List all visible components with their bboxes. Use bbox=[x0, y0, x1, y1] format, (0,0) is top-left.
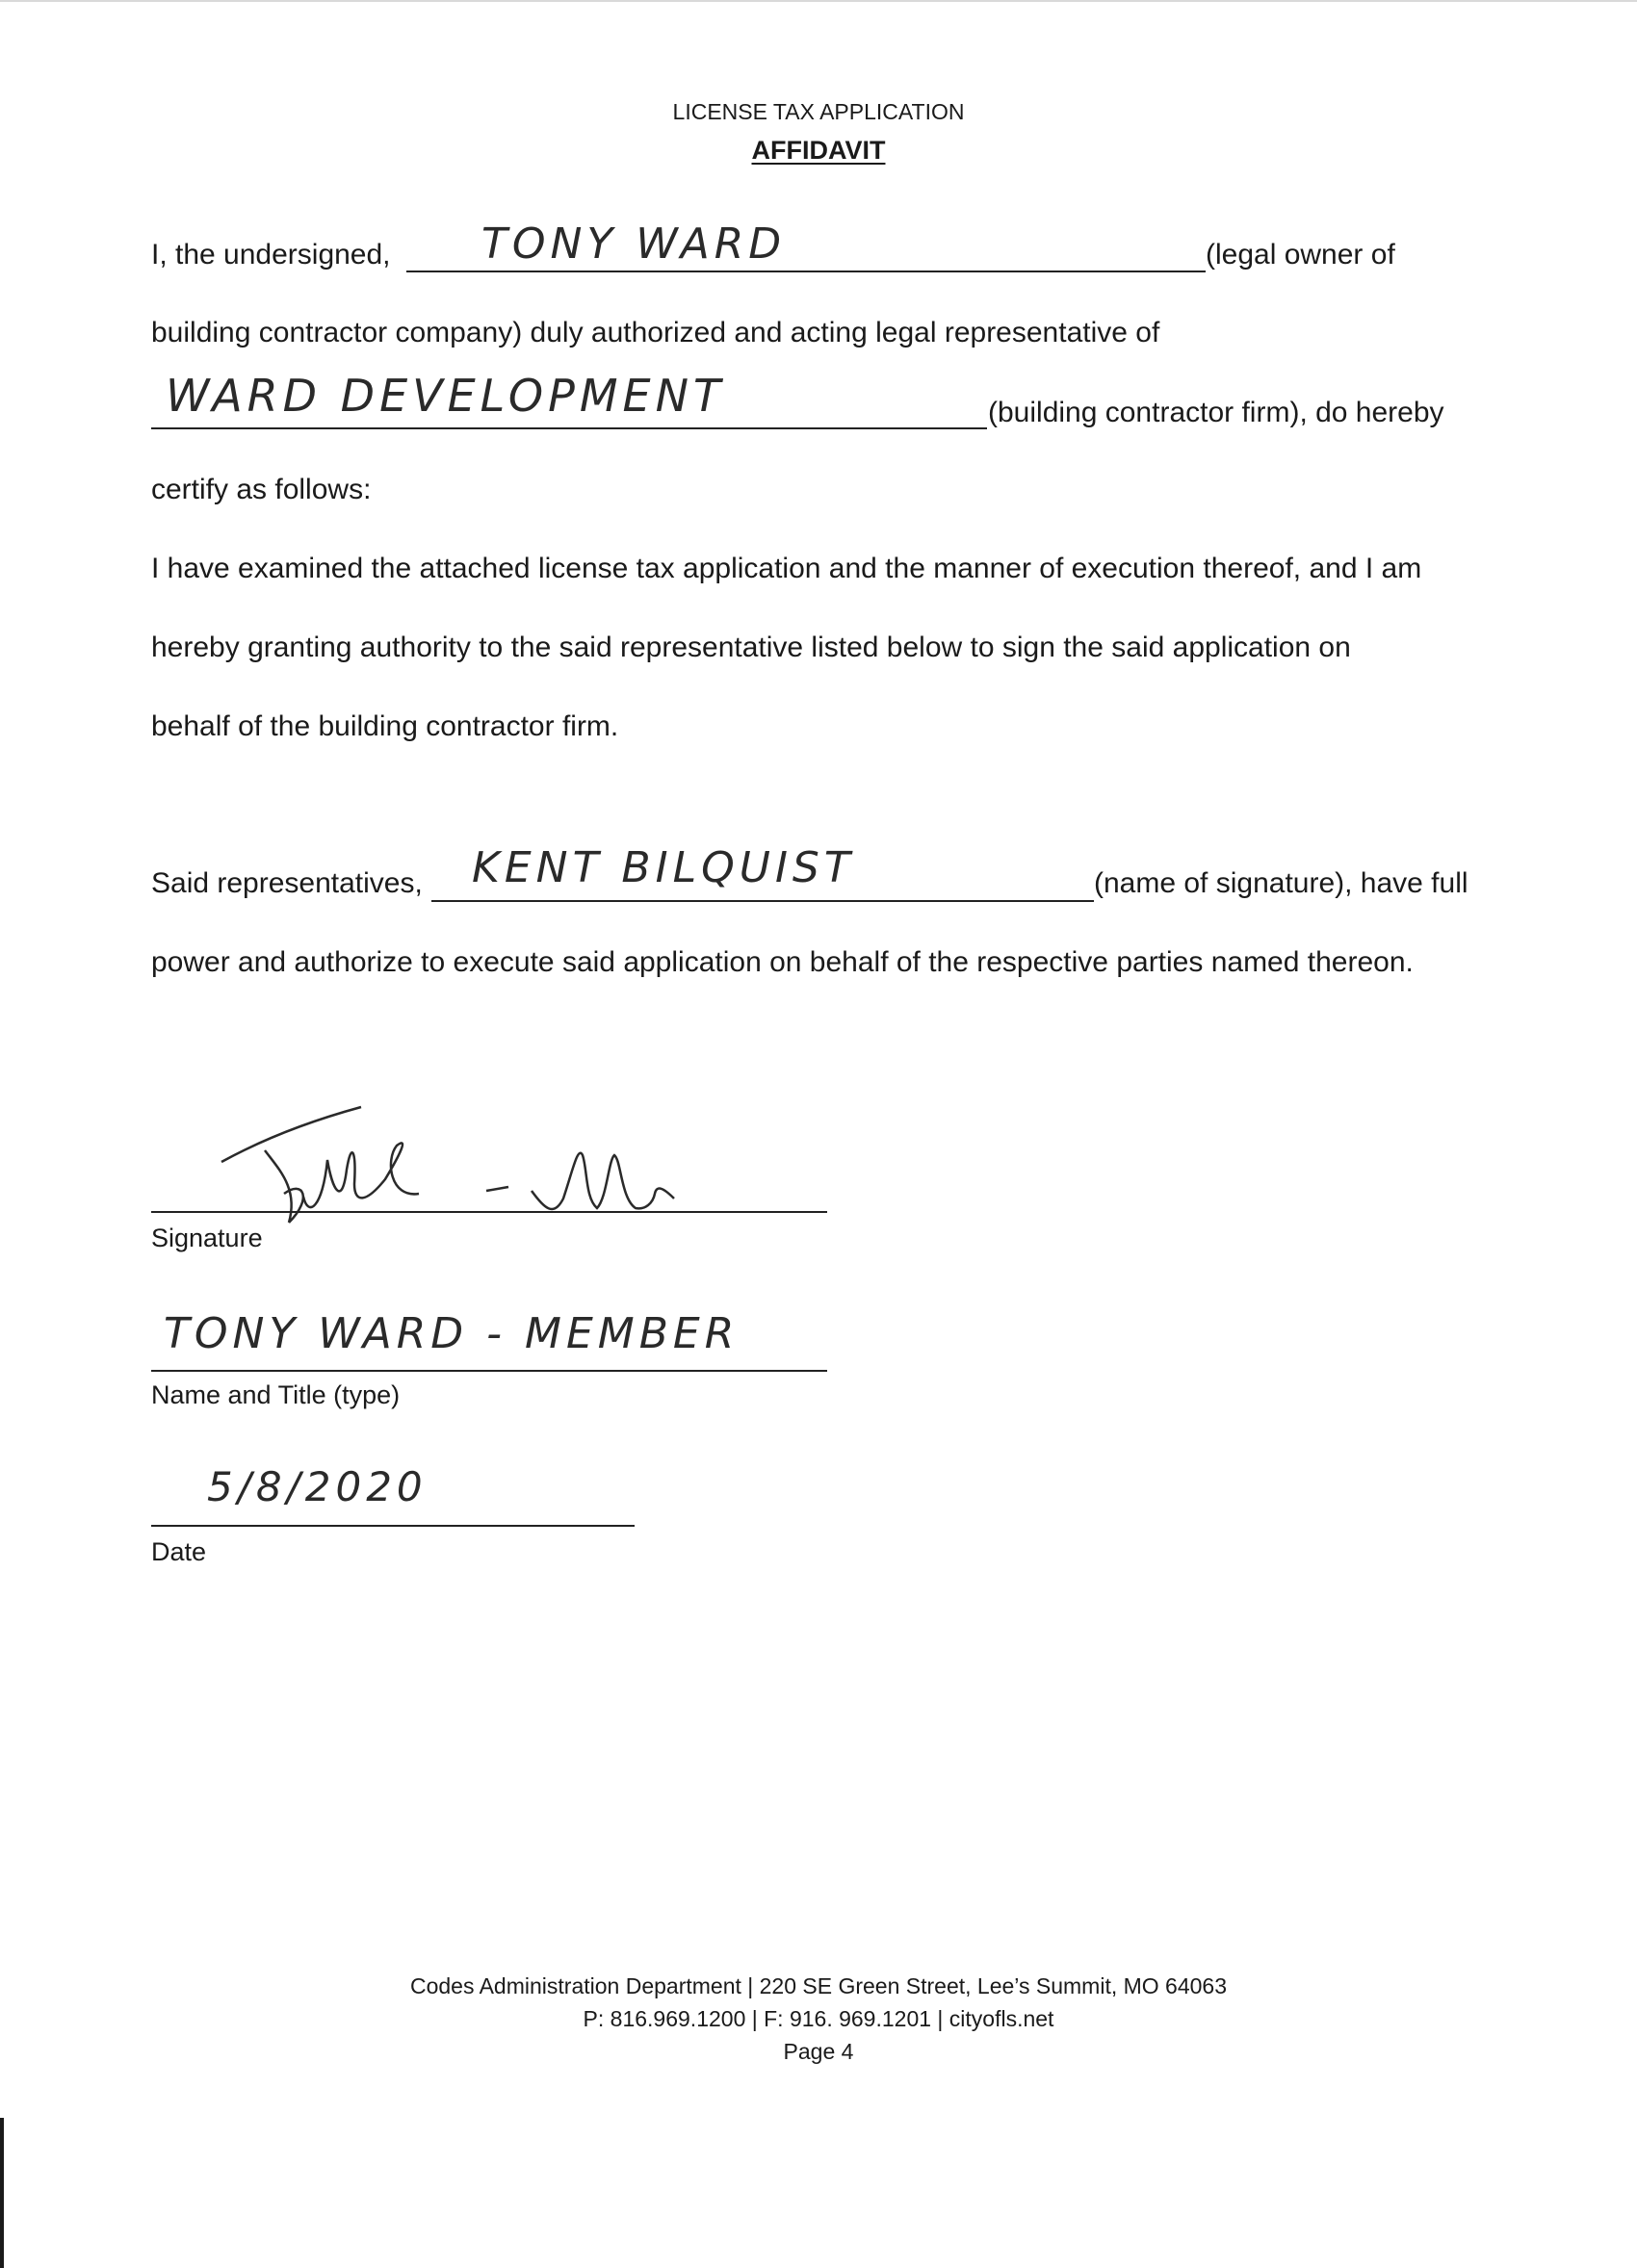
rep-name-line bbox=[431, 900, 1094, 902]
paragraph2-line1: I have examined the attached license tax application and the manner of execution thereof, and I am bbox=[151, 553, 1422, 584]
rep-name-handwritten: KENT BILQUIST bbox=[472, 843, 855, 892]
representatives-prefix: Said representatives, bbox=[151, 867, 423, 899]
firm-name-handwritten: WARD DEVELOPMENT bbox=[166, 370, 726, 422]
paragraph2-line2: hereby granting authority to the said representative listed below to sign the said application on bbox=[151, 631, 1351, 663]
doc-title bbox=[0, 135, 1637, 166]
form-title: LICENSE TAX APPLICATION bbox=[672, 99, 965, 124]
undersigned-prefix: I, the undersigned, bbox=[151, 239, 391, 271]
firm-suffix: (building contractor firm), do hereby bbox=[988, 397, 1444, 428]
owner-name-handwritten: TONY WARD bbox=[481, 219, 787, 269]
footer-contact: P: 816.969.1200 | F: 916. 969.1201 | cityofls.net bbox=[583, 2006, 1054, 2031]
scan-left-edge bbox=[0, 2118, 4, 2268]
footer-page-number: Page 4 bbox=[783, 2039, 854, 2064]
scan-top-edge bbox=[0, 0, 1637, 2]
paragraph1-line2: building contractor company) duly authorized and acting legal representative of bbox=[151, 317, 1160, 348]
date-handwritten: 5/8/2020 bbox=[207, 1463, 428, 1510]
rep-suffix: (name of signature), have full bbox=[1094, 867, 1468, 899]
owner-suffix: (legal owner of bbox=[1206, 239, 1395, 271]
signature-image bbox=[193, 1102, 751, 1237]
name-title-handwritten: TONY WARD - MEMBER bbox=[164, 1309, 740, 1358]
doc-title-text: AFFIDAVIT bbox=[751, 136, 886, 165]
paragraph2-line3: behalf of the building contractor firm. bbox=[151, 710, 619, 742]
paragraph3-line2: power and authorize to execute said application on behalf of the respective parties named thereon. bbox=[151, 946, 1414, 978]
firm-name-line bbox=[151, 427, 987, 429]
name-title-line bbox=[151, 1370, 827, 1372]
paragraph1-line4: certify as follows: bbox=[151, 474, 372, 505]
signature-label: Signature bbox=[151, 1224, 263, 1252]
date-line bbox=[151, 1525, 635, 1527]
name-title-label: Name and Title (type) bbox=[151, 1380, 401, 1409]
date-label: Date bbox=[151, 1537, 207, 1566]
footer-address: Codes Administration Department | 220 SE Green Street, Lee’s Summit, MO 64063 bbox=[409, 1973, 1228, 1998]
owner-name-line bbox=[406, 271, 1206, 272]
signature-line bbox=[151, 1211, 827, 1213]
